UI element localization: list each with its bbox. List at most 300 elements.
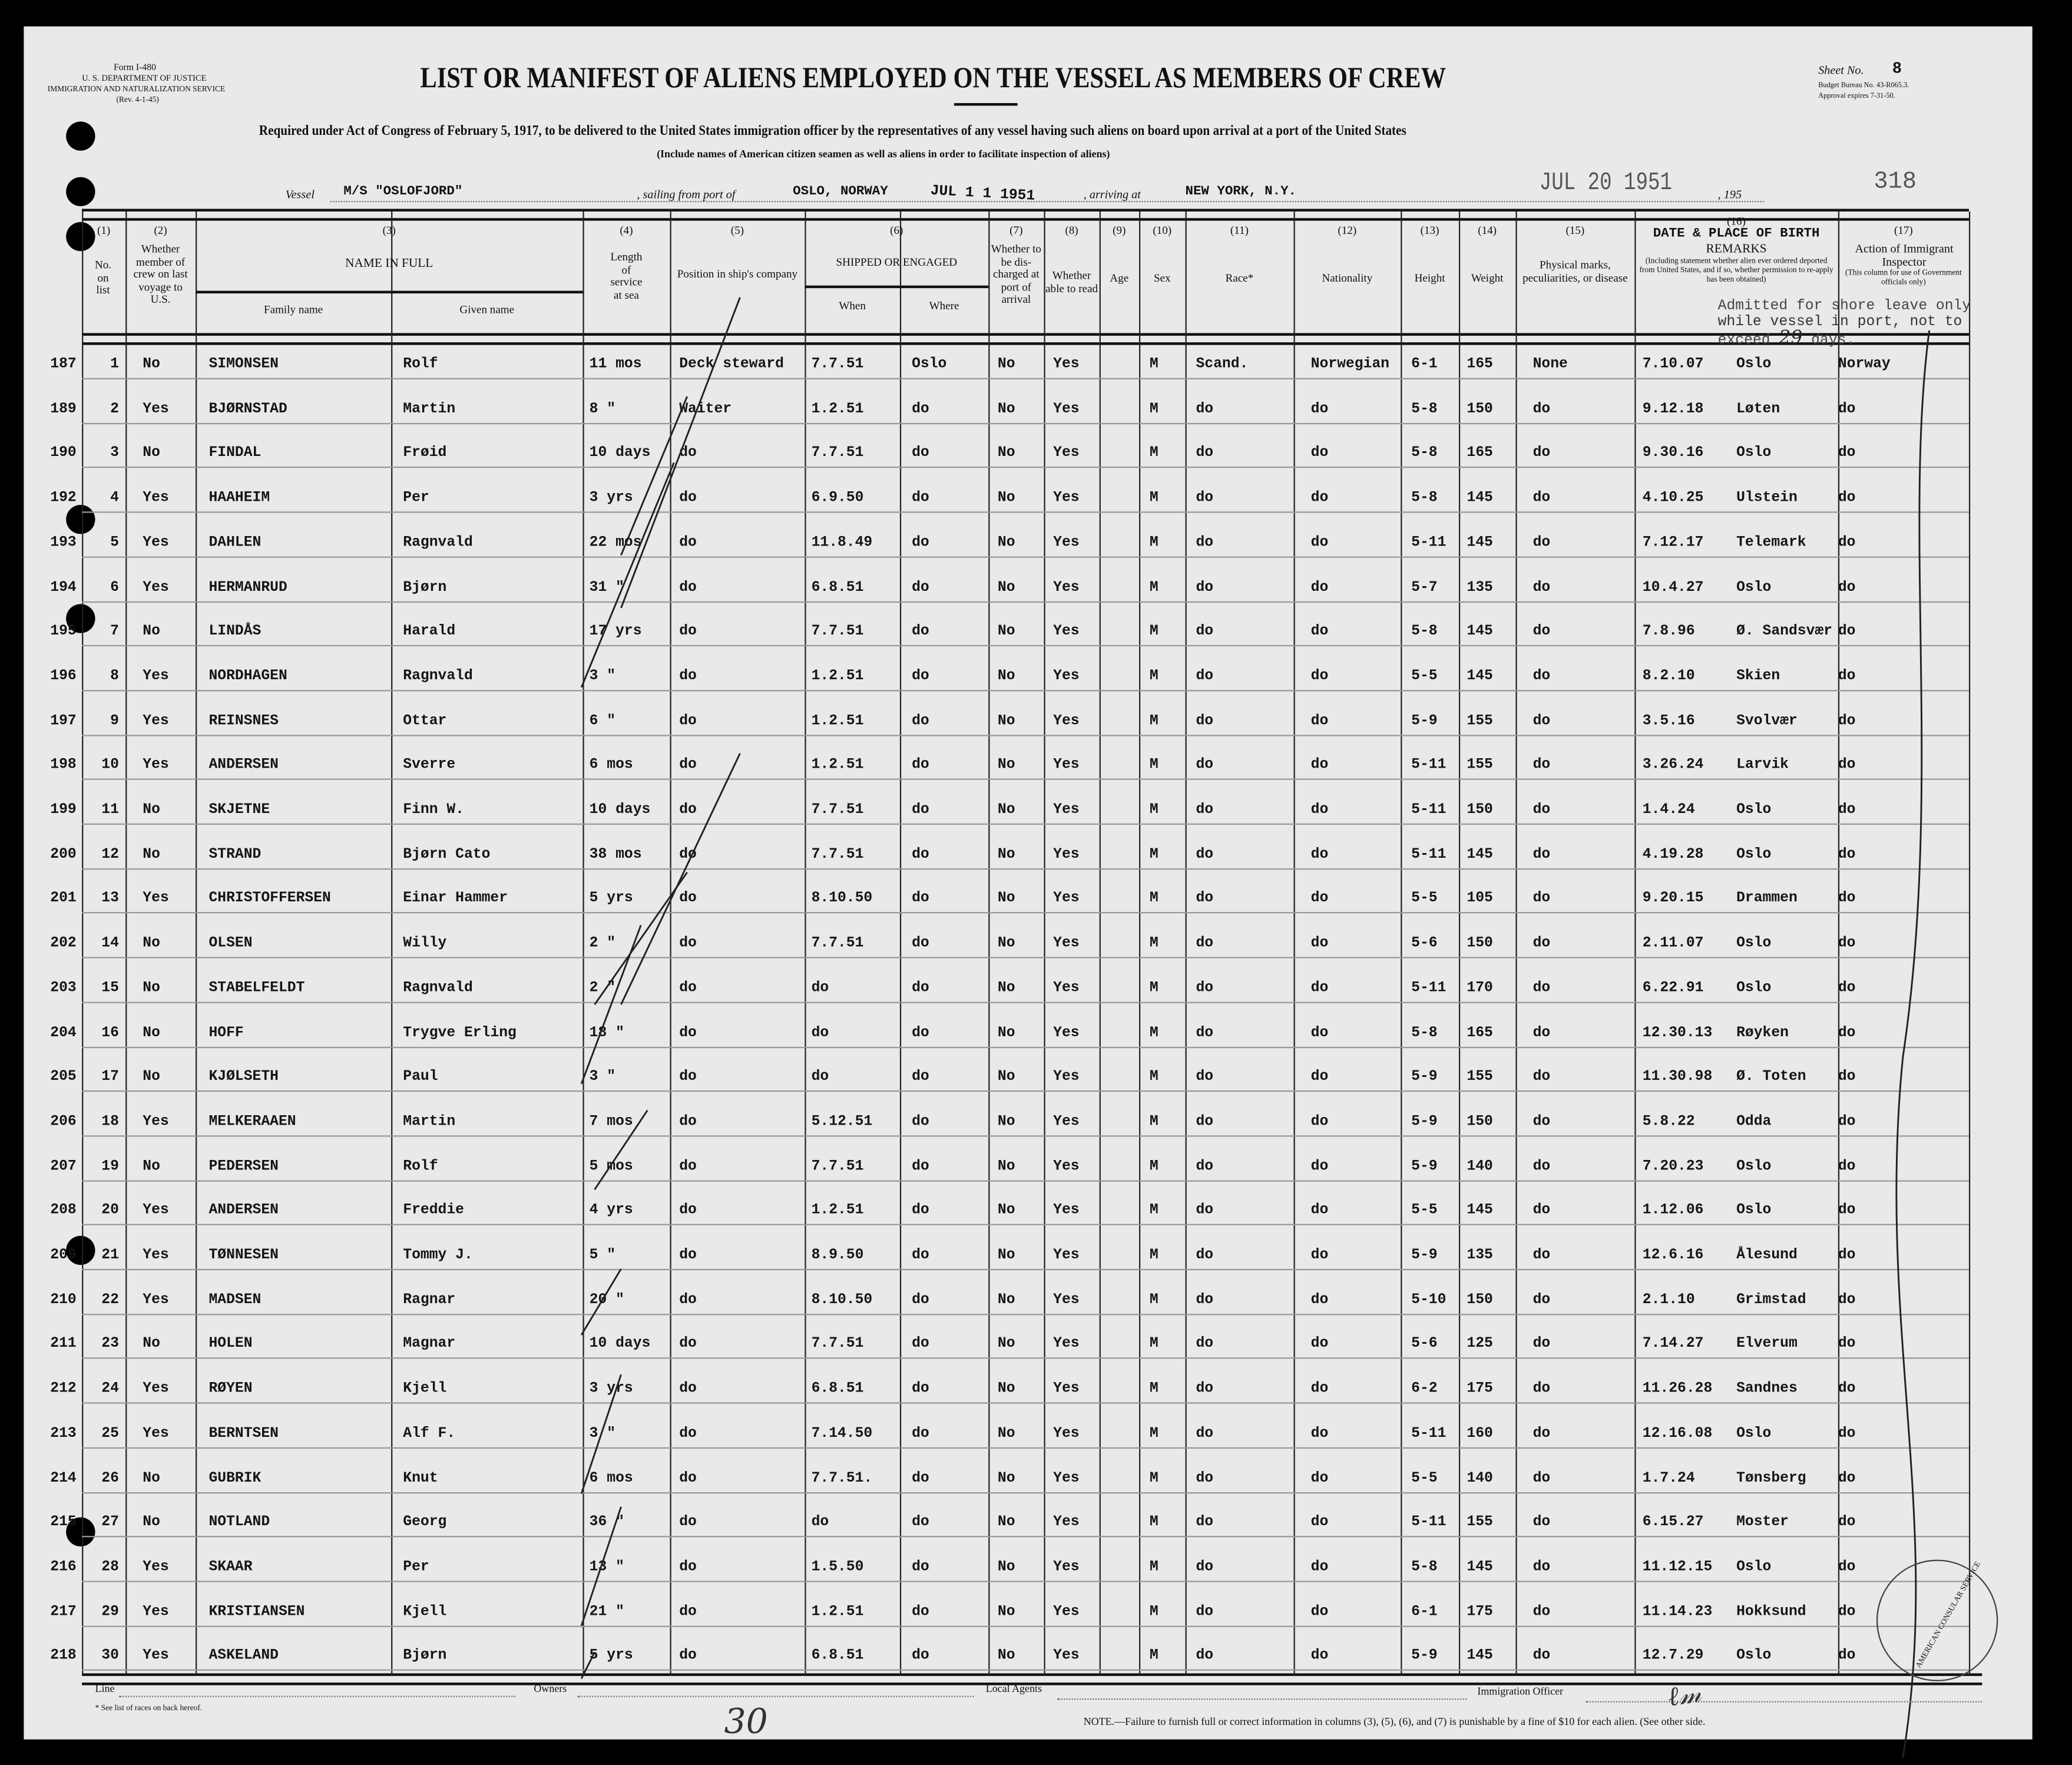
owners-dots <box>577 1696 974 1697</box>
birth-place: Oslo <box>1736 356 1772 373</box>
list-number: 11 <box>101 802 119 818</box>
col3-number: (3) <box>382 223 396 237</box>
inspector-action: do <box>1838 891 1856 907</box>
list-number: 13 <box>101 891 119 907</box>
nationality: Norwegian <box>1310 356 1389 373</box>
physical-marks: do <box>1533 490 1551 507</box>
line-number: 203 <box>50 980 77 997</box>
birth-place: Elverum <box>1736 1337 1798 1353</box>
nationality: do <box>1310 1292 1329 1308</box>
height: 5-9 <box>1411 1648 1438 1665</box>
able-to-read: Yes <box>1053 713 1080 729</box>
last-voyage: No <box>143 980 160 997</box>
list-number: 25 <box>101 1426 119 1442</box>
height: 5-11 <box>1411 1426 1447 1442</box>
family-name: DAHLEN <box>208 535 262 551</box>
physical-marks: None <box>1533 356 1568 373</box>
race: do <box>1196 1024 1214 1041</box>
sex: M <box>1149 980 1159 997</box>
given-name: Knut <box>403 1470 438 1486</box>
race: do <box>1196 1559 1214 1576</box>
shipped-where: do <box>912 535 929 551</box>
to-be-discharged: No <box>997 624 1015 640</box>
list-number: 18 <box>101 1114 119 1131</box>
weight: 135 <box>1467 1247 1493 1264</box>
inspector-action: do <box>1838 1292 1856 1308</box>
local-agents-label: Local Agents <box>985 1683 1042 1695</box>
given-name: Trygve Erling <box>403 1024 517 1041</box>
shipped-where: do <box>912 624 929 640</box>
list-number: 3 <box>110 445 119 462</box>
last-voyage: Yes <box>143 1381 169 1397</box>
sex: M <box>1149 802 1159 818</box>
shipped-when: 6.8.51 <box>811 1648 864 1665</box>
list-number: 30 <box>101 1648 119 1665</box>
race: do <box>1196 713 1214 729</box>
position: do <box>679 1515 697 1531</box>
departure-port: OSLO, NORWAY <box>793 185 888 200</box>
inspector-action: do <box>1838 445 1856 462</box>
sex: M <box>1149 758 1159 774</box>
inspector-action: do <box>1838 490 1856 507</box>
to-be-discharged: No <box>997 1381 1015 1397</box>
position: do <box>679 1470 697 1486</box>
col14-number: (14) <box>1478 223 1497 237</box>
shipped-where: do <box>912 1158 929 1175</box>
length-of-service: 17 yrs <box>589 624 642 640</box>
line-number: 202 <box>50 936 77 952</box>
to-be-discharged: No <box>997 490 1015 507</box>
line-number: 212 <box>50 1381 77 1397</box>
col17-number: (17) <box>1894 223 1913 237</box>
sex: M <box>1149 356 1159 373</box>
height: 5-11 <box>1411 535 1447 551</box>
line-number: 204 <box>50 1024 77 1041</box>
able-to-read: Yes <box>1053 1559 1080 1576</box>
list-number: 9 <box>110 713 119 729</box>
inspector-action: do <box>1838 579 1856 596</box>
nationality: do <box>1310 1337 1329 1353</box>
able-to-read: Yes <box>1053 1158 1080 1175</box>
to-be-discharged: No <box>997 1426 1015 1442</box>
length-of-service: 22 mos <box>589 535 642 551</box>
birth-place: Ø. Toten <box>1736 1069 1806 1086</box>
to-be-discharged: No <box>997 802 1015 818</box>
page-number: 318 <box>1874 169 1917 196</box>
sex: M <box>1149 891 1159 907</box>
able-to-read: Yes <box>1053 490 1080 507</box>
position: do <box>679 1559 697 1576</box>
race: do <box>1196 1381 1214 1397</box>
shipped-where: do <box>912 579 929 596</box>
inspector-action: do <box>1838 1559 1856 1576</box>
given-name: Tommy J. <box>403 1247 473 1264</box>
line-number: 200 <box>50 847 77 863</box>
line-number: 190 <box>50 445 77 462</box>
shipped-where: do <box>912 1470 929 1486</box>
family-name: SKJETNE <box>208 802 270 818</box>
weight: 145 <box>1467 847 1493 863</box>
able-to-read: Yes <box>1053 758 1080 774</box>
weight: 105 <box>1467 891 1493 907</box>
line-number: 194 <box>50 579 77 596</box>
shipped-where: do <box>912 445 929 462</box>
nationality: do <box>1310 1158 1329 1175</box>
given-name: Einar Hammer <box>403 891 508 907</box>
shipped-where: do <box>912 490 929 507</box>
given-name: Kjell <box>403 1381 447 1397</box>
given-name: Per <box>403 1559 429 1576</box>
inspector-action: do <box>1838 713 1856 729</box>
shipped-where: do <box>912 1247 929 1264</box>
birth-date: 8.2.10 <box>1642 669 1695 685</box>
col9-number: (9) <box>1113 223 1126 237</box>
height: 6-1 <box>1411 1604 1438 1620</box>
length-of-service: 31 " <box>589 579 624 596</box>
family-name-header: Family name <box>264 302 323 316</box>
physical-marks: do <box>1533 1604 1551 1620</box>
shipped-where: do <box>912 401 929 418</box>
position: do <box>679 445 697 462</box>
able-to-read: Yes <box>1053 1381 1080 1397</box>
sex: M <box>1149 624 1159 640</box>
family-name: SKAAR <box>208 1559 253 1576</box>
race: do <box>1196 1470 1214 1486</box>
shipped-where: do <box>912 1515 929 1531</box>
inspector-action: do <box>1838 980 1856 997</box>
position: do <box>679 891 697 907</box>
length-of-service: 8 " <box>589 401 616 418</box>
length-of-service: 4 yrs <box>589 1203 633 1219</box>
sex: M <box>1149 1604 1159 1620</box>
physical-marks: do <box>1533 669 1551 685</box>
position: do <box>679 847 697 863</box>
weight: 145 <box>1467 1559 1493 1576</box>
line-number: 206 <box>50 1114 77 1131</box>
birth-date: 7.10.07 <box>1642 356 1704 373</box>
birth-place: Oslo <box>1736 847 1772 863</box>
physical-marks: do <box>1533 579 1551 596</box>
last-voyage: Yes <box>143 713 169 729</box>
birth-place: Oslo <box>1736 980 1772 997</box>
inspector-action: do <box>1838 1247 1856 1264</box>
handwritten-days: 29 <box>1779 328 1803 349</box>
race: do <box>1196 1337 1214 1353</box>
height: 5-9 <box>1411 1069 1438 1086</box>
given-name: Ragnvald <box>403 535 473 551</box>
nationality: do <box>1310 1559 1329 1576</box>
nationality: do <box>1310 758 1329 774</box>
nationality: do <box>1310 1604 1329 1620</box>
birth-place: Oslo <box>1736 579 1772 596</box>
shipped-where: do <box>912 936 929 952</box>
shipped-when: 1.2.51 <box>811 669 864 685</box>
race: do <box>1196 1203 1214 1219</box>
line-number: 216 <box>50 1559 77 1576</box>
given-name: Magnar <box>403 1337 456 1353</box>
birth-date: 12.7.29 <box>1642 1648 1704 1665</box>
birth-date: 1.7.24 <box>1642 1470 1695 1486</box>
arriving-label: , arriving at <box>1083 187 1141 201</box>
nationality: do <box>1310 401 1329 418</box>
weight: 145 <box>1467 1648 1493 1665</box>
col15-header: Physical marks, peculiarities, or disease <box>1522 257 1628 284</box>
col1-header: No. on list <box>94 257 112 296</box>
inspector-action: do <box>1838 1158 1856 1175</box>
col12-number: (12) <box>1338 223 1357 237</box>
position: do <box>679 1337 697 1353</box>
col11-number: (11) <box>1230 223 1249 237</box>
height: 5-9 <box>1411 1247 1438 1264</box>
handwritten-count: 30 <box>724 1702 768 1743</box>
shipped-when: 7.7.51 <box>811 356 864 373</box>
line-number: 208 <box>50 1203 77 1219</box>
vessel-name: M/S "OSLOFJORD" <box>343 185 463 200</box>
line-number: 189 <box>50 401 77 418</box>
given-name: Finn W. <box>403 802 464 818</box>
line-number: 210 <box>50 1292 77 1308</box>
to-be-discharged: No <box>997 535 1015 551</box>
given-name: Bjørn <box>403 1648 447 1665</box>
family-name: ANDERSEN <box>208 758 279 774</box>
year-suffix: , 195 <box>1717 187 1742 201</box>
last-voyage: Yes <box>143 579 169 596</box>
race: do <box>1196 401 1214 418</box>
position: do <box>679 1381 697 1397</box>
shipped-where: do <box>912 758 929 774</box>
birth-date: 7.14.27 <box>1642 1337 1704 1353</box>
length-of-service: 2 " <box>589 980 616 997</box>
to-be-discharged: No <box>997 936 1015 952</box>
shipped-where: do <box>912 1114 929 1131</box>
weight: 145 <box>1467 1203 1493 1219</box>
nationality: do <box>1310 1470 1329 1486</box>
include-note: (Include names of American citizen seamen as well as aliens in order to facilitate inspection of aliens) <box>657 148 1110 160</box>
physical-marks: do <box>1533 1470 1551 1486</box>
position: do <box>679 936 697 952</box>
shipped-when: 1.2.51 <box>811 758 864 774</box>
shipped-when: 6.8.51 <box>811 579 864 596</box>
able-to-read: Yes <box>1053 980 1080 997</box>
given-name: Kjell <box>403 1604 447 1620</box>
weight: 155 <box>1467 1069 1493 1086</box>
inspector-action: do <box>1838 1470 1856 1486</box>
nationality: do <box>1310 980 1329 997</box>
family-name: ASKELAND <box>208 1648 279 1665</box>
to-be-discharged: No <box>997 980 1015 997</box>
birth-date: 6.22.91 <box>1642 980 1704 997</box>
page-title: LIST OR MANIFEST OF ALIENS EMPLOYED ON THE VESSEL AS MEMBERS OF CREW <box>420 61 1447 94</box>
family-name: HAAHEIM <box>208 490 270 507</box>
physical-marks: do <box>1533 445 1551 462</box>
list-number: 17 <box>101 1069 119 1086</box>
sex: M <box>1149 1559 1159 1576</box>
birth-date: 12.16.08 <box>1642 1426 1713 1442</box>
weight: 150 <box>1467 1292 1493 1308</box>
service: IMMIGRATION AND NATURALIZATION SERVICE <box>47 85 226 94</box>
birth-place: Oslo <box>1736 1426 1772 1442</box>
shipped-when: 1.2.51 <box>811 1604 864 1620</box>
birth-date: 4.19.28 <box>1642 847 1704 863</box>
birth-date: 2.11.07 <box>1642 936 1704 952</box>
last-voyage: Yes <box>143 1114 169 1131</box>
height: 5-8 <box>1411 1559 1438 1576</box>
weight: 165 <box>1467 1024 1493 1041</box>
col9-header: Age <box>1110 270 1129 285</box>
nationality: do <box>1310 1069 1329 1086</box>
physical-marks: do <box>1533 1247 1551 1264</box>
last-voyage: No <box>143 445 160 462</box>
sheet-number: 8 <box>1892 59 1902 78</box>
shipped-when: 7.7.51 <box>811 802 864 818</box>
birth-date: 12.30.13 <box>1642 1024 1713 1041</box>
birth-date: 11.14.23 <box>1642 1604 1713 1620</box>
list-number: 19 <box>101 1158 119 1175</box>
birth-place: Moster <box>1736 1515 1789 1531</box>
birth-place: Grimstad <box>1736 1292 1806 1308</box>
position: do <box>679 758 697 774</box>
shipped-where: do <box>912 1337 929 1353</box>
list-number: 12 <box>101 847 119 863</box>
to-be-discharged: No <box>997 847 1015 863</box>
birth-place: Hokksund <box>1736 1604 1806 1620</box>
shipped-where: do <box>912 1381 929 1397</box>
nationality: do <box>1310 802 1329 818</box>
shipped-when: 8.10.50 <box>811 1292 873 1308</box>
inspector-action: do <box>1838 936 1856 952</box>
to-be-discharged: No <box>997 356 1015 373</box>
birth-typed-header: DATE & PLACE OF BIRTH <box>1653 227 1820 242</box>
list-number: 15 <box>101 980 119 997</box>
line-number: 201 <box>50 891 77 907</box>
physical-marks: do <box>1533 1024 1551 1041</box>
line-number: 213 <box>50 1426 77 1442</box>
birth-place: Larvik <box>1736 758 1789 774</box>
birth-place: Oslo <box>1736 1559 1772 1576</box>
inspector-action: do <box>1838 1426 1856 1442</box>
birth-place: Sandnes <box>1736 1381 1798 1397</box>
seal-text: AMERICAN CONSULAR SERVICE <box>1915 1561 1983 1670</box>
line-number: 195 <box>50 624 77 640</box>
weight: 140 <box>1467 1470 1493 1486</box>
sex: M <box>1149 490 1159 507</box>
col10-header: Sex <box>1153 270 1171 285</box>
sex: M <box>1149 1203 1159 1219</box>
nationality: do <box>1310 1648 1329 1665</box>
shipped-where: do <box>912 847 929 863</box>
physical-marks: do <box>1533 624 1551 640</box>
inspector-action: do <box>1838 1114 1856 1131</box>
to-be-discharged: No <box>997 1158 1015 1175</box>
race: do <box>1196 758 1214 774</box>
shipped-when: 7.7.51 <box>811 847 864 863</box>
family-name: KJØLSETH <box>208 1069 279 1086</box>
arrival-port: NEW YORK, N.Y. <box>1185 185 1297 200</box>
able-to-read: Yes <box>1053 1648 1080 1665</box>
given-name: Bjørn <box>403 579 447 596</box>
shipped-when: 6.9.50 <box>811 490 864 507</box>
last-voyage: Yes <box>143 1247 169 1264</box>
family-name: TØNNESEN <box>208 1247 279 1264</box>
col14-header: Weight <box>1471 270 1504 285</box>
col17-note: (This column for use of Government officials only) <box>1845 269 1962 287</box>
family-name: GUBRIK <box>208 1470 262 1486</box>
birth-date: 11.12.15 <box>1642 1559 1713 1576</box>
when-header: When <box>839 299 866 312</box>
given-name: Martin <box>403 1114 456 1131</box>
able-to-read: Yes <box>1053 891 1080 907</box>
weight: 145 <box>1467 535 1493 551</box>
col5-number: (5) <box>730 223 744 237</box>
able-to-read: Yes <box>1053 936 1080 952</box>
nationality: do <box>1310 1426 1329 1442</box>
line-number: 217 <box>50 1604 77 1620</box>
shipped-when: 1.2.51 <box>811 1203 864 1219</box>
able-to-read: Yes <box>1053 802 1080 818</box>
to-be-discharged: No <box>997 579 1015 596</box>
weight: 145 <box>1467 669 1493 685</box>
sex: M <box>1149 1069 1159 1086</box>
line-number: 215 <box>50 1515 77 1531</box>
weight: 125 <box>1467 1337 1493 1353</box>
days-label: days. <box>1811 333 1855 349</box>
height: 5-9 <box>1411 713 1438 729</box>
race: do <box>1196 891 1214 907</box>
admission-stamp-line2: while vessel in port, not to <box>1717 314 1962 330</box>
birth-place: Oslo <box>1736 1203 1772 1219</box>
last-voyage: Yes <box>143 669 169 685</box>
list-number: 29 <box>101 1604 119 1620</box>
col10-number: (10) <box>1153 223 1172 237</box>
weight: 135 <box>1467 579 1493 596</box>
nationality: do <box>1310 1114 1329 1131</box>
family-name: ANDERSEN <box>208 1203 279 1219</box>
length-of-service: 5 yrs <box>589 891 633 907</box>
physical-marks: do <box>1533 847 1551 863</box>
able-to-read: Yes <box>1053 1292 1080 1308</box>
sex: M <box>1149 669 1159 685</box>
family-name: MADSEN <box>208 1292 262 1308</box>
nationality: do <box>1310 1024 1329 1041</box>
able-to-read: Yes <box>1053 1604 1080 1620</box>
birth-place: Svolvær <box>1736 713 1798 729</box>
length-of-service: 13 " <box>589 1559 624 1576</box>
length-of-service: 6 mos <box>589 758 633 774</box>
shipped-when: 1.2.51 <box>811 713 864 729</box>
able-to-read: Yes <box>1053 535 1080 551</box>
birth-place: Løten <box>1736 401 1780 418</box>
family-name: STRAND <box>208 847 262 863</box>
given-name: Freddie <box>403 1203 464 1219</box>
given-name: Alf F. <box>403 1426 456 1442</box>
to-be-discharged: No <box>997 1337 1015 1353</box>
line-label: Line <box>95 1683 115 1695</box>
penalty-note: NOTE.—Failure to furnish full or correct information in columns (3), (5), (6), and (7) is punishable by a fine of $10 for each alien. (See other side. <box>1083 1716 1706 1728</box>
to-be-discharged: No <box>997 445 1015 462</box>
to-be-discharged: No <box>997 1203 1015 1219</box>
length-of-service: 3 " <box>589 1426 616 1442</box>
line-number: 192 <box>50 490 77 507</box>
last-voyage: Yes <box>143 535 169 551</box>
approval-expiry: Approval expires 7-31-50. <box>1818 92 1895 101</box>
given-name-header: Given name <box>459 302 515 316</box>
sex: M <box>1149 1114 1159 1131</box>
list-number: 20 <box>101 1203 119 1219</box>
shipped-when: 7.7.51 <box>811 1337 864 1353</box>
nationality: do <box>1310 579 1329 596</box>
list-number: 5 <box>110 535 119 551</box>
where-header: Where <box>929 299 959 312</box>
